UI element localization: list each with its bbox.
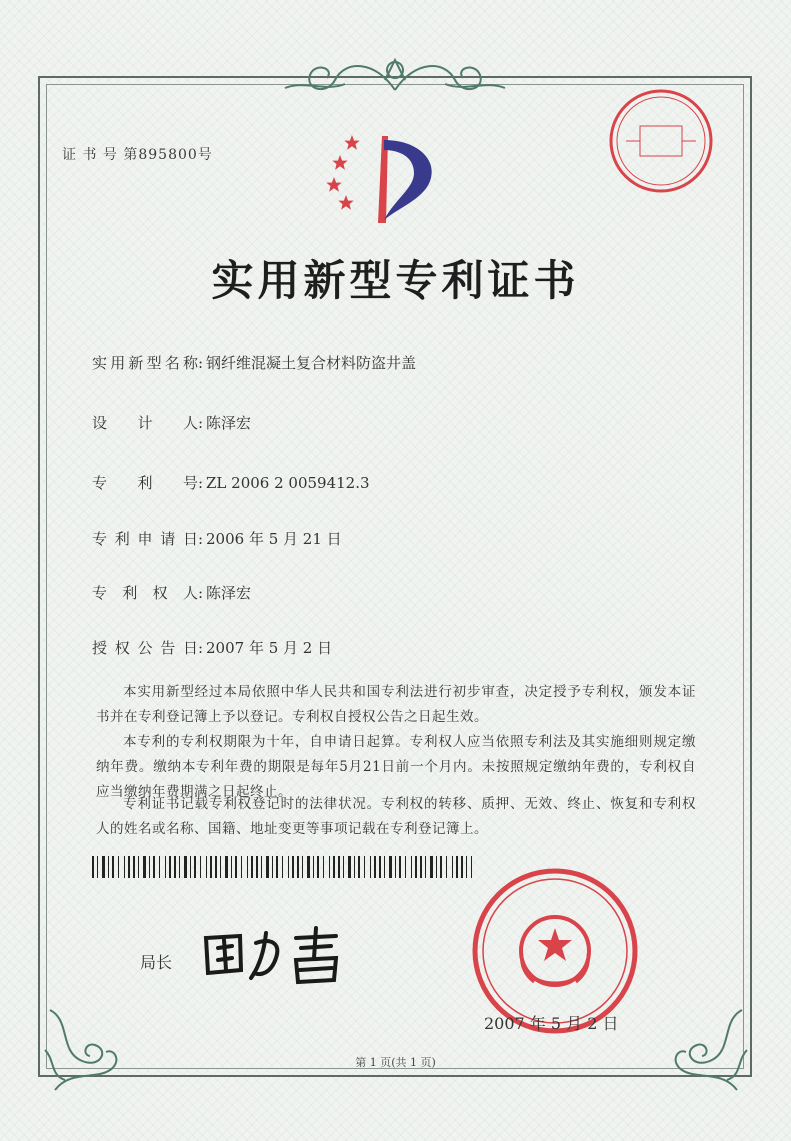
patent-office-logo-icon (326, 128, 446, 228)
paragraph-grant: 本实用新型经过本局依照中华人民共和国专利法进行初步审查，决定授予专利权，颁发本证书并在专利登记簿上予以登记。专利权自授权公告之日起生效。 (96, 684, 696, 725)
paragraph-term: 本专利的专利权期限为十年，自申请日起算。专利权人应当依照专利法及其实施细则规定缴纳年费。缴纳本专利年费的期限是每年5月21日前一个月内。未按照规定缴纳年费的，专利权自应当缴纳年费期满之日起终止。 (96, 734, 696, 800)
paragraph-legal-status: 专利证书记载专利权登记时的法律状况。专利权的转移、质押、无效、终止、恢复和专利权人的姓名或名称、国籍、地址变更等事项记载在专利登记簿上。 (96, 796, 696, 837)
field-label: 授权公告日 (92, 639, 198, 657)
bottom-left-ornament-icon (40, 990, 130, 1100)
field-application-date: 专利申请日: 2006 年 5 月 21 日 (92, 530, 342, 548)
field-value: 陈泽宏 (206, 584, 252, 602)
field-label: 专 利 权 人 (92, 584, 198, 602)
page-number: 第 1 页(共 1 页) (355, 1056, 436, 1069)
field-label: 设 计 人 (92, 414, 198, 432)
issue-date: 2007 年 5 月 2 日 (484, 1014, 619, 1033)
field-label: 实用新型名称 (92, 354, 198, 372)
field-value: ZL 2006 2 0059412.3 (206, 474, 370, 492)
field-label: 专 利 号 (92, 474, 198, 492)
certificate-number: 证 书 号 第895800号 (62, 147, 213, 163)
field-value: 2006 年 5 月 21 日 (206, 530, 342, 548)
top-ornament-icon (265, 50, 525, 100)
certificate-title: 实用新型专利证书 (211, 256, 580, 305)
tax-stamp-icon (606, 86, 716, 196)
field-label: 专利申请日 (92, 530, 198, 548)
field-utility-model-name: 实用新型名称: 钢纤维混凝土复合材料防盗井盖 (92, 354, 417, 372)
director-signature-icon (196, 918, 356, 988)
director-title: 局长 (140, 953, 173, 972)
barcode (92, 856, 472, 878)
field-patent-number: 专 利 号: ZL 2006 2 0059412.3 (92, 474, 370, 492)
field-grant-date: 授权公告日: 2007 年 5 月 2 日 (92, 639, 333, 657)
bottom-right-ornament-icon (662, 990, 752, 1100)
field-patentee: 专 利 权 人: 陈泽宏 (92, 584, 252, 602)
field-value: 钢纤维混凝土复合材料防盗井盖 (206, 354, 417, 372)
field-designer: 设 计 人: 陈泽宏 (92, 414, 252, 432)
field-value: 陈泽宏 (206, 414, 252, 432)
field-value: 2007 年 5 月 2 日 (206, 639, 333, 657)
